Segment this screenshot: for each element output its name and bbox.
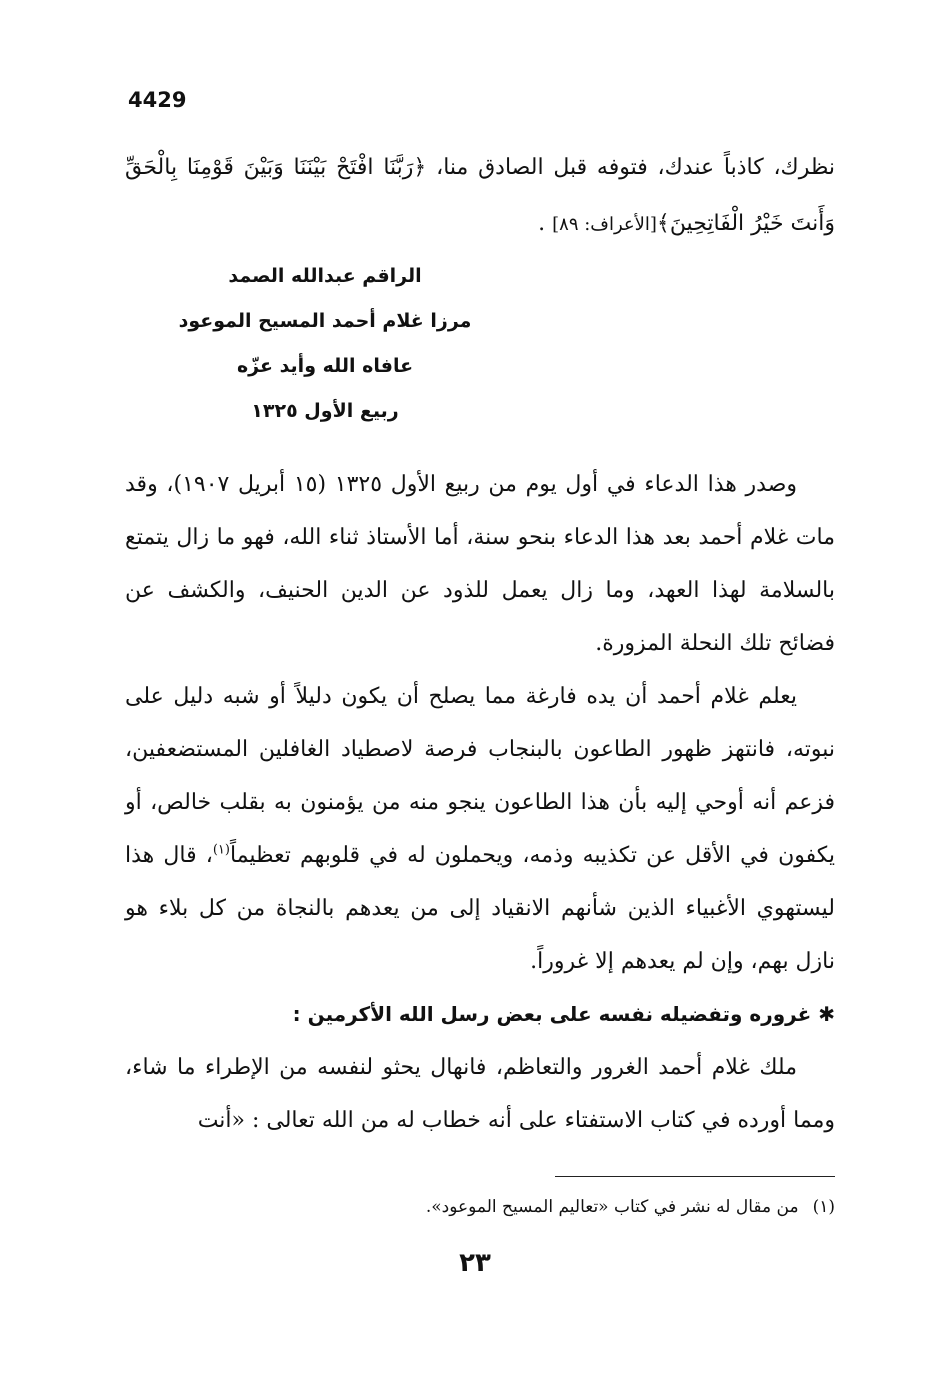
star-icon: ✱ — [818, 1002, 835, 1026]
paragraph-2 — [125, 670, 835, 988]
quran-verse: رَبَّنَا افْتَحْ بَيْنَنَا وَبَيْنَ قَوْمِنَا بِالْحَقِّ وَأَنتَ خَيْرُ الْفَاتِحِينَ — [125, 155, 835, 236]
paragraph-2-text: يعلم غلام أحمد أن يده فارغة مما يصلح أن يكون دليلاً أو شبه دليل على نبوته، فانتهز ظهور الطاعون بالبنجاب فرصة لاصطياد الغافلين المستضعفين، فزعم أنه أوحي إليه بأن هذا الطاعون ينجو منه من يؤمنون به بقلب خالص، أو يكفون في الأقل عن تكذيبه وذمه، ويحملون له في قلوبهم تعظيماً — [125, 684, 835, 868]
footnote-text: من مقال له نشر في كتاب «تعاليم المسيح الموعود». — [425, 1197, 799, 1217]
main-body — [125, 458, 835, 1147]
section-heading-text: غروره وتفضيله نفسه على بعض رسل الله الأكرمين : — [292, 1002, 812, 1026]
footnote-reference[interactable]: (١) — [212, 842, 230, 858]
signature-line-1: الراقم عبدالله الصمد — [228, 265, 422, 287]
signature-block — [175, 254, 475, 434]
quran-open-bracket: ﴿ — [413, 155, 427, 180]
opening-paragraph — [125, 140, 835, 253]
page-number: ٢٣ — [459, 1248, 491, 1278]
opening-end: . — [538, 211, 553, 236]
paragraph-2-text-end: ، قال هذا ليستهوي الأغبياء الذين شأنهم الانقياد إلى من يعدهم بالنجاة من كل بلاء هو نازل بهم، وإن لم يعدهم إلا غروراً. — [125, 843, 835, 974]
signature-line-3: عافاه الله وأيد عزّه — [236, 355, 414, 377]
page-id: 4429 — [128, 88, 187, 112]
footnote-divider — [555, 1176, 835, 1177]
footnote-number: (١) — [812, 1197, 835, 1217]
footnote — [125, 1193, 835, 1221]
quran-close-bracket: ﴾ — [656, 211, 670, 236]
paragraph-1: وصدر هذا الدعاء في أول يوم من ربيع الأول ١٣٢٥ (١٥ أبريل ١٩٠٧)، وقد مات غلام أحمد بعد هذا الدعاء بنحو سنة، أما الأستاذ ثناء الله، فهو ما زال يتمتع بالسلامة لهذا العهد، وما زال يعمل للذود عن الدين الحنيف، والكشف عن فضائح تلك النحلة المزورة. — [125, 472, 835, 656]
signature-line-4: ربيع الأول ١٣٢٥ — [251, 400, 399, 422]
section-heading — [125, 988, 835, 1041]
signature-line-2: مرزا غلام أحمد المسيح الموعود — [178, 310, 472, 332]
paragraph-3: ملك غلام أحمد الغرور والتعاظم، فانهال يحثو لنفسه من الإطراء ما شاء، ومما أورده في كتاب الاستفتاء على أنه خطاب له من الله تعالى : «أنت — [125, 1055, 835, 1133]
quran-reference: [الأعراف: ٨٩] — [552, 214, 657, 235]
opening-text: نظرك، كاذباً عندك، فتوفه قبل الصادق منا، — [426, 155, 835, 180]
